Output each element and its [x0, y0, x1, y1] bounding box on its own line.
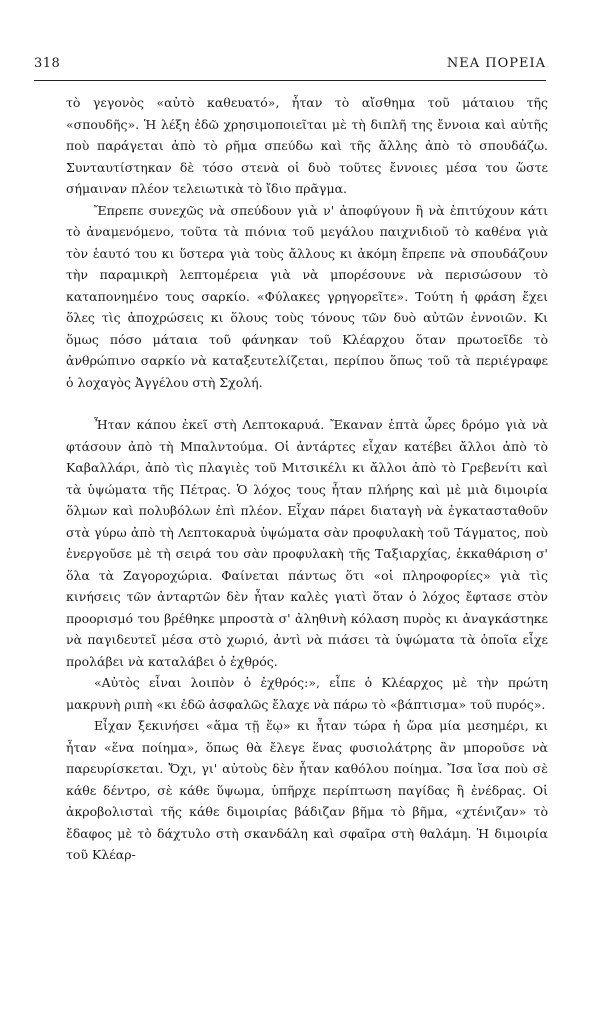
- journal-title: ΝΕΑ ΠΟΡΕΙΑ: [446, 56, 546, 71]
- page-number: 318: [34, 56, 61, 71]
- running-head: [34, 56, 546, 71]
- paragraph-2: Ἔπρεπε συνεχῶς νὰ σπεύδουν γιὰ ν' ἀποφύγουν ἢ νὰ ἐπιτύχουν κάτι τὸ ἀναμενόμενο, τοῦτα τὰ πιόνια τοῦ μεγάλου παιχνιδιοῦ τὸ καθένα γιὰ τὸν ἑαυτό του κι ὕστερα γιὰ τοὺς ἄλλους κι ἀκόμη ἔπρεπε νὰ σπουδάζουν τὴν παραμικρὴ λεπτομέρεια γιὰ νὰ μπορέσουνε νὰ περισώσουν τὸ καταπονημένο τους σαρκίο. «Φύλακες γρηγορεῖτε». Τούτη ἡ φράση ἔχει ὅλες τὶς ἀποχρώσεις κι ὅλους τοὺς τόνους τῶν δυὸ αὐτῶν ἐννοιῶν. Κι ὅμως πόσο μάταια τοῦ φάνηκαν τοῦ Κλέαρχου ὅταν πρωτοεῖδε τὸ ἀνθρώπινο σαρκίο νὰ καταξευτελίζεται, περίπου ὅπως τοῦ τὰ περιέγραφε ὁ λοχαγὸς Ἀγγέλου στὴ Σχολή.: [66, 202, 548, 390]
- paragraph-3: Ἦταν κάπου ἐκεῖ στὴ Λεπτοκαρυά. Ἔκαναν ἑπτὰ ὧρες δρόμο γιὰ νὰ φτάσουν ἀπὸ τὴ Μπαλντούμα. Οἱ ἀντάρτες εἶχαν κατέβει ἄλλοι ἀπὸ τὸ Καβαλλάρι, ἀπὸ τὶς πλαγιὲς τοῦ Μιτσικέλι κι ἄλλοι ἀπὸ τὸ Γρεβενίτι καὶ τὰ ὑψώματα τῆς Πέτρας. Ὁ λόχος τους ἦταν πλήρης καὶ μὲ μιὰ διμοιρία ὅλμων καὶ πολυβόλων ἐπὶ πλέον. Εἶχαν πάρει διαταγὴ νὰ ἐγκατασταθοῦν στὰ γύρω ἀπὸ τὴ Λεπτοκαρυὰ ὑψώματα σὰν προφυλακὴ τοῦ Τάγματος, ποὺ ἐνεργοῦσε μὲ τὴ σειρά του σὰν προφυλακὴ τῆς Ταξιαρχίας, ἐκκαθάριση σ' ὅλα τὰ Ζαγοροχώρια. Φαίνεται πάντως ὅτι «οἱ πληροφορίες» γιὰ τὶς κινήσεις τῶν ἀνταρτῶν δὲν ἦταν καλὲς γιατὶ ὅταν ὁ λόχος ἔφτασε στὸν προορισμό του βρέθηκε μπροστὰ σ' ἀληθινὴ κόλαση πυρὸς κι ἀναγκάστηκε νὰ παγιδευτεῖ μέσα στὸ χωριό, ἀντὶ νὰ πιάσει τὰ ὑψώματα τὰ ὁποῖα εἶχε προλάβει νὰ καταλάβει ὁ ἐχθρός.: [66, 417, 548, 669]
- paragraph-5: Εἶχαν ξεκινήσει «ἅμα τῇ ἕῳ» κι ἦταν τώρα ἡ ὥρα μία μεσημέρι, κι ἦταν «ἕνα ποίημα», ὅπως θὰ ἔλεγε ἕνας φυσιολάτρης ἂν μποροῦσε νὰ παρευρίσκεται. Ὄχι, γι' αὐτοὺς δὲν ἦταν καθόλου ποίημα. Ἴσα ἴσα ποὺ σὲ κάθε δέντρο, σὲ κάθε ὕψωμα, ὑπῆρχε περίπτωση παγίδας ἢ ἐνέδρας. Οἱ ἀκροβολισταὶ τῆς κάθε διμοιρίας βάδιζαν βῆμα τὸ βῆμα, «χτένιζαν» τὸ ἔδαφος μὲ τὸ δάχτυλο στὴ σκανδάλη καὶ σφαῖρα στὴ θαλάμη. Ἡ διμοιρία τοῦ Κλέαρ-: [66, 718, 548, 862]
- header-rule: [34, 80, 546, 81]
- body-text: [66, 92, 548, 866]
- paragraph-4: «Αὐτὸς εἶναι λοιπὸν ὁ ἐχθρός:», εἶπε ὁ Κλέαρχος μὲ τὴν πρώτη μακρυνὴ ριπὴ «κι ἐδῶ ἀσφαλῶς ἔλαχε νὰ πάρω τὸ «βάπτισμα» τοῦ πυρός».: [66, 675, 548, 712]
- paragraph-1: τὸ γεγονὸς «αὐτὸ καθευατό», ἦταν τὸ αἴσθημα τοῦ μάταιου τῆς «σπουδῆς». Ἡ λέξη ἐδῶ χρησιμοποιεῖται μὲ τὴ διπλῆ της ἔννοια καὶ αὐτῆς ποὺ παράγεται ἀπὸ τὸ ρῆμα σπεύδω καὶ τῆς ἄλλης ἀπὸ τὸ σπουδάζω. Συνταυτίστηκαν δὲ τόσο στενὰ οἱ δυὸ τοῦτες ἔννοιες μέσα του ὥστε σήμαιναν πλέον τελειωτικὰ τὸ ἴδιο πρᾶγμα.: [66, 95, 548, 196]
